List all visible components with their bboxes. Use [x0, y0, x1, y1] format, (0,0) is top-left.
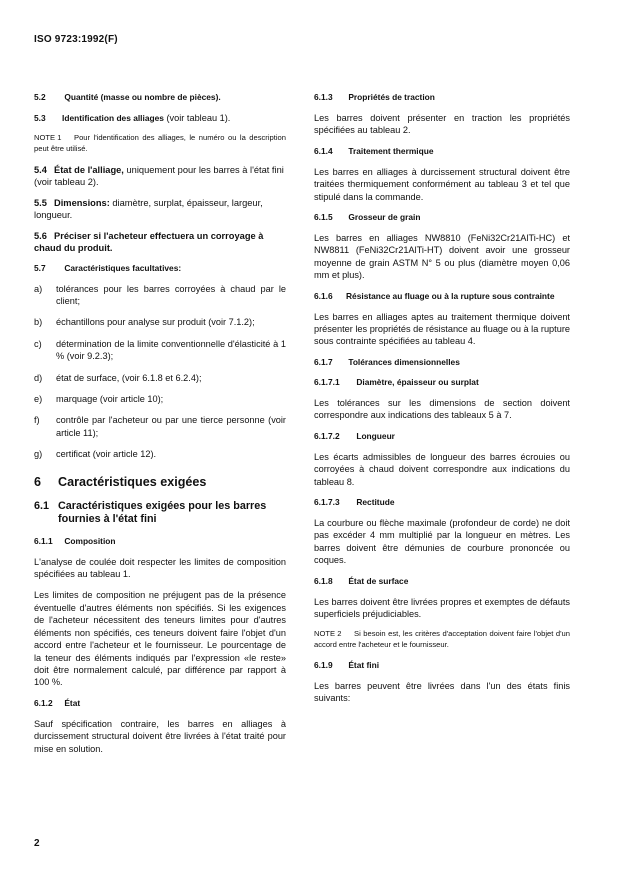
left-column	[34, 92, 286, 764]
list-text: certificat (voir article 12).	[56, 449, 157, 460]
clause-6-1-7-2	[314, 431, 570, 442]
clause-number: 6.1.7.3	[314, 496, 340, 507]
clause-title: État de l'alliage,	[54, 164, 124, 175]
section-number: 6	[34, 474, 42, 489]
clause-5-3	[34, 112, 286, 124]
clause-6-1-5	[314, 212, 570, 223]
clause-title: Traitement thermique	[348, 145, 434, 156]
right-column	[314, 92, 570, 713]
note-label: NOTE 2	[314, 629, 342, 639]
note-text: Si besoin est, les critères d'acceptation doivent faire l'objet d'un accord entre l'acheteur et le fournisseur.	[314, 629, 570, 649]
clause-title: Caractéristiques exigées pour les barres fournies à l'état fini	[58, 499, 267, 525]
paragraph: L'analyse de coulée doit respecter les limites de composition spécifiées au tableau 1.	[34, 556, 286, 580]
list-text: contrôle par l'acheteur ou par une tierce personne (voir article 11);	[56, 415, 286, 438]
list-item	[34, 372, 286, 384]
list-item	[34, 393, 286, 405]
section-title: Caractéristiques exigées	[58, 474, 207, 489]
clause-6-1-4	[314, 146, 570, 157]
paragraph: Les barres doivent présenter en traction les propriétés spécifiées au tableau 2.	[314, 113, 570, 136]
clause-number: 6.1.1	[34, 535, 53, 546]
clause-title: État fini	[348, 659, 380, 670]
clause-5-7	[34, 263, 286, 274]
list-marker: f)	[34, 415, 40, 426]
paragraph: Les limites de composition ne préjugent pas de la présence éventuelle d'autres éléments non spécifiés. Si les exigences de l'acheteur nécessitent des teneurs limites pour d'autres éléments non spécifiés, ces teneurs doivent faire l'objet d'un accord entre l'acheteur et le fournisseur. Le pourcentage de la teneur des éléments indiqués par l'expression «le reste» doit être normalement calculé, par différence par rapport à 100 %.	[34, 590, 286, 688]
clause-number: 6.1.9	[314, 659, 333, 670]
clause-title: Tolérances dimensionnelles	[348, 356, 460, 367]
list-text: tolérances pour les barres corroyées à chaud par le client;	[56, 283, 286, 306]
clause-title: Grosseur de grain	[348, 212, 421, 223]
clause-number: 6.1.2	[34, 697, 53, 708]
clause-title: Résistance au fluage ou à la rupture sous contrainte	[346, 290, 555, 301]
clause-5-6	[34, 230, 286, 254]
clause-5-4	[34, 164, 286, 188]
note-1	[34, 133, 286, 154]
paragraph: Les barres en alliages NW8810 (FeNi32Cr21AlTi-HC) et NW8811 (FeNi32Cr21AlTi-HT) doivent avoir une grosseur moyenne de grain ASTM N° 5 ou plus (diamètre moyen 0,06 mm et plus).	[314, 233, 570, 281]
clause-title: Diamètre, épaisseur ou surplat	[356, 376, 479, 387]
section-6-heading	[34, 475, 286, 490]
clause-number: 6.1.7	[314, 356, 333, 367]
clause-number: 5.4	[34, 164, 47, 175]
list-item	[34, 338, 286, 363]
clause-title: Dimensions:	[54, 197, 110, 208]
clause-6-1-2	[34, 698, 286, 709]
clause-number: 6.1	[34, 499, 50, 512]
clause-number: 6.1.7.2	[314, 430, 340, 441]
note-2	[314, 629, 570, 650]
clause-6-1-7-3	[314, 497, 570, 508]
clause-6-1-3	[314, 92, 570, 103]
clause-6-1-9	[314, 660, 570, 671]
clause-title: Identification des alliages	[62, 113, 164, 123]
paragraph: Les tolérances sur les dimensions de section doivent correspondre aux indications des tableaux 5 à 7.	[314, 397, 570, 421]
clause-number: 5.6	[34, 230, 47, 241]
clause-6-1-7-1	[314, 377, 570, 388]
clause-6-1-7	[314, 357, 570, 368]
paragraph: Les barres en alliages aptes au traitement thermique doivent présenter les propriétés de résistance au fluage ou à la rupture sous contrainte spécifiées au tableau 4.	[314, 311, 570, 347]
clause-text: uniquement pour les barres à l'état fini (voir tableau 2).	[34, 164, 284, 187]
clause-6-1-heading	[34, 500, 286, 526]
clause-number: 6.1.6	[314, 290, 333, 301]
paragraph: La courbure ou flèche maximale (profondeur de corde) ne doit pas excéder 4 mm multiplié par la longueur en mètres. Les barres doivent être démunies de courbure prononcée ou coques.	[314, 517, 570, 566]
paragraph: Les barres en alliages à durcissement structural doivent être traitées thermiquement conformément au tableau 3 et tel que stipulé dans la commande.	[314, 166, 570, 202]
paragraph: Les barres peuvent être livrées dans l'un des états finis suivants:	[314, 680, 570, 703]
clause-text: diamètre, surplat, épaisseur, largeur, longueur.	[34, 197, 263, 220]
clause-6-1-8	[314, 576, 570, 587]
clause-text: (voir tableau 1).	[163, 113, 231, 123]
list-text: marquage (voir article 10);	[56, 394, 164, 405]
note-text: Pour l'identification des alliages, le numéro ou la description peut être utilisé.	[34, 133, 286, 153]
page-number: 2	[34, 838, 40, 849]
clause-title: Propriétés de traction	[348, 92, 435, 102]
clause-number: 5.2	[34, 92, 46, 102]
clause-title: Caractéristiques facultatives:	[64, 262, 182, 273]
clause-number: 6.1.3	[314, 92, 333, 102]
clause-number: 5.3	[34, 113, 46, 123]
list-marker: c)	[34, 338, 42, 349]
clause-title: État de surface	[348, 575, 409, 586]
clause-5-2	[34, 92, 286, 103]
list-item	[34, 283, 286, 308]
clause-number: 5.7	[34, 262, 46, 273]
clause-title: Quantité (masse ou nombre de pièces).	[64, 92, 221, 102]
list-item	[34, 448, 286, 460]
clause-number: 6.1.7.1	[314, 376, 340, 387]
clause-6-1-1	[34, 536, 286, 547]
list-marker: d)	[34, 372, 43, 383]
paragraph: Les écarts admissibles de longueur des barres écrouies ou corroyées à chaud doivent correspondre aux indications du tableau 8.	[314, 451, 570, 487]
optional-features-list	[34, 283, 286, 461]
clause-number: 6.1.4	[314, 145, 333, 156]
clause-number: 5.5	[34, 197, 47, 208]
clause-number: 6.1.5	[314, 212, 333, 223]
list-item	[34, 414, 286, 439]
list-text: détermination de la limite conventionnelle d'élasticité à 1 % (voir 9.2.3);	[56, 338, 286, 362]
paragraph: Les barres doivent être livrées propres et exemptes de défauts superficiels préjudiciables.	[314, 596, 570, 619]
paragraph: Sauf spécification contraire, les barres en alliages à durcissement structural doivent être livrées à l'état traité pour mise en solution.	[34, 718, 286, 754]
list-marker: e)	[34, 394, 43, 405]
clause-number: 6.1.8	[314, 575, 333, 586]
document-code: ISO 9723:1992(F)	[34, 34, 118, 45]
clause-text: Préciser si l'acheteur effectuera un corroyage à chaud du produit.	[34, 230, 264, 253]
list-text: échantillons pour analyse sur produit (voir 7.1.2);	[56, 317, 255, 328]
clause-title: Rectitude	[356, 496, 395, 507]
clause-5-5	[34, 197, 286, 221]
clause-title: Longueur	[356, 430, 395, 441]
list-item	[34, 316, 286, 328]
clause-title: Composition	[64, 535, 116, 546]
list-marker: a)	[34, 283, 43, 294]
list-marker: g)	[34, 449, 43, 460]
list-text: état de surface, (voir 6.1.8 et 6.2.4);	[56, 372, 202, 383]
note-label: NOTE 1	[34, 133, 62, 143]
list-marker: b)	[34, 317, 43, 328]
clause-6-1-6	[314, 291, 570, 302]
clause-title: État	[64, 697, 81, 708]
